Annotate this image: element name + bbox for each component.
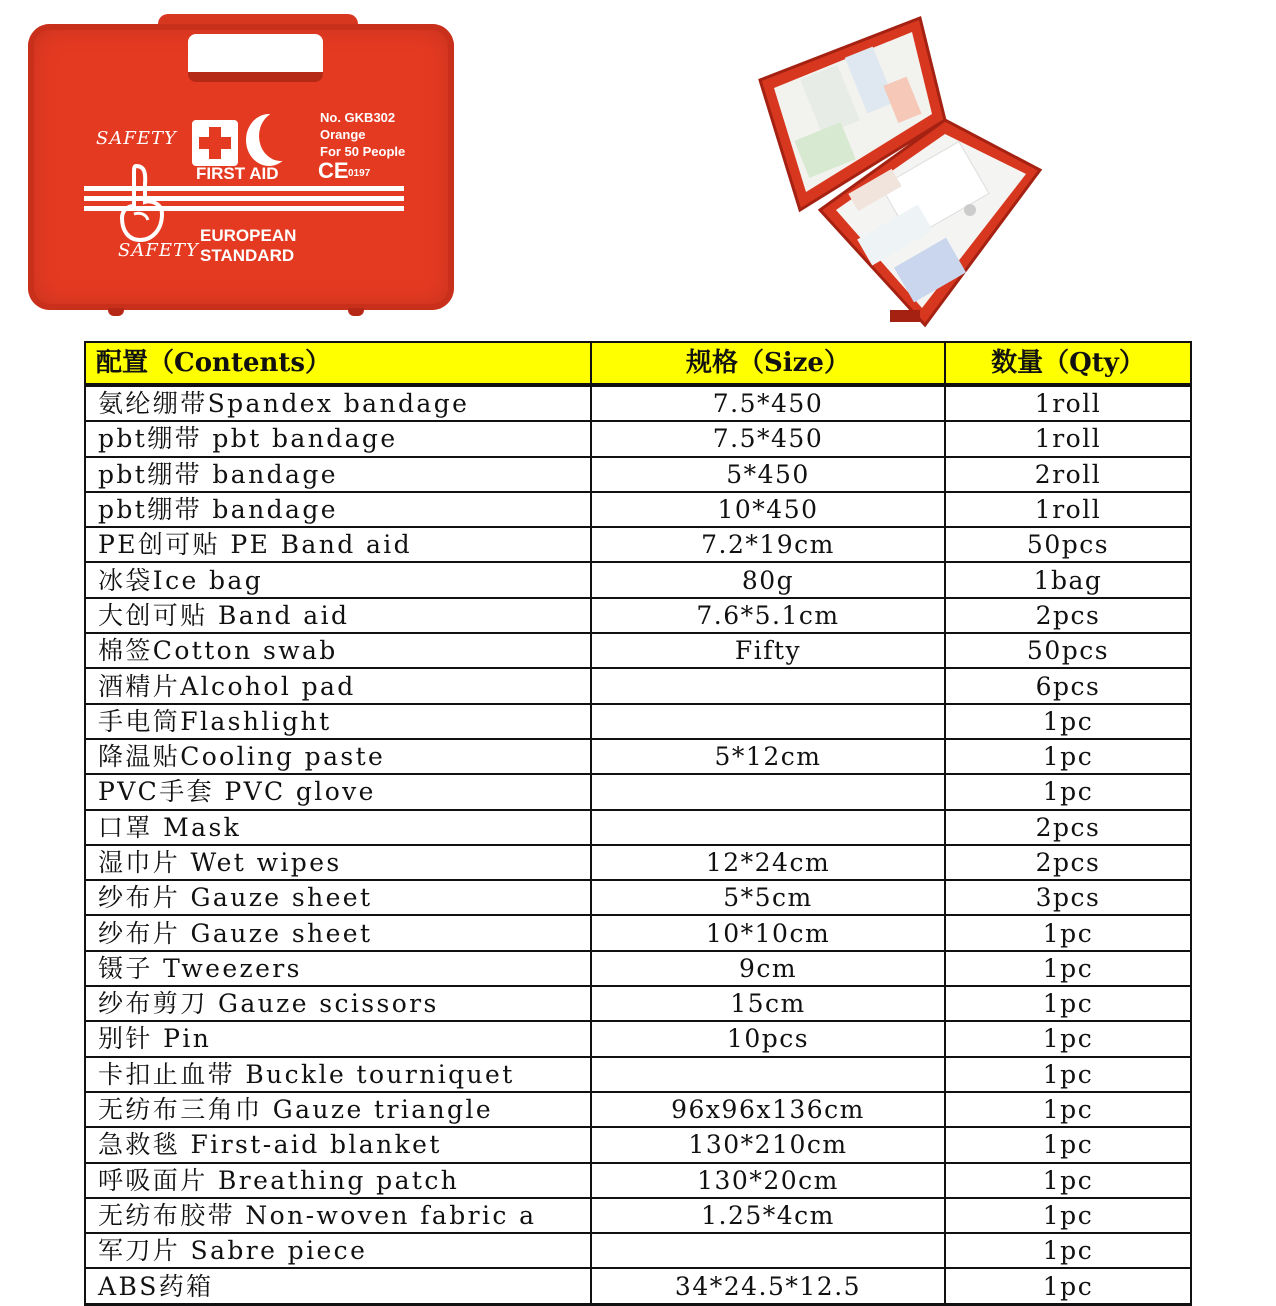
item-qty: 2pcs <box>945 598 1191 633</box>
item-name: 纱布片 Gauze sheet <box>85 915 591 950</box>
item-name: pbt绷带 pbt bandage <box>85 421 591 456</box>
item-name: pbt绷带 bandage <box>85 457 591 492</box>
item-size: 10*450 <box>591 492 945 527</box>
item-name: 棉签Cotton swab <box>85 633 591 668</box>
table-row <box>85 880 1191 915</box>
item-size: 130*210cm <box>591 1127 945 1162</box>
item-qty: 2pcs <box>945 810 1191 845</box>
item-qty: 1pc <box>945 1163 1191 1198</box>
item-qty: 6pcs <box>945 668 1191 703</box>
table-row <box>85 1127 1191 1162</box>
table-row <box>85 457 1191 492</box>
kit-handle-grip <box>188 34 323 82</box>
standard-line-1: EUROPEAN <box>200 226 297 245</box>
table-row <box>85 704 1191 739</box>
item-size: 10*10cm <box>591 915 945 950</box>
pointing-hand-icon <box>118 164 168 242</box>
item-qty: 1pc <box>945 951 1191 986</box>
table-row <box>85 951 1191 986</box>
model-number: No. GKB302 <box>320 110 396 125</box>
table-row <box>85 1198 1191 1233</box>
table-row <box>85 562 1191 597</box>
item-size <box>591 1057 945 1092</box>
kit-foot <box>108 308 124 316</box>
item-size <box>591 704 945 739</box>
table-row <box>85 1163 1191 1198</box>
table-row <box>85 527 1191 562</box>
item-qty: 2roll <box>945 457 1191 492</box>
item-size <box>591 1233 945 1268</box>
ce-mark: CE <box>318 158 349 183</box>
item-name: 酒精片Alcohol pad <box>85 668 591 703</box>
item-size: 15cm <box>591 986 945 1021</box>
item-size: 7.5*450 <box>591 421 945 456</box>
item-size <box>591 668 945 703</box>
table-header-row <box>85 342 1191 385</box>
item-qty: 1roll <box>945 421 1191 456</box>
item-qty: 1roll <box>945 492 1191 527</box>
table-row <box>85 739 1191 774</box>
table-row <box>85 1021 1191 1056</box>
item-size: 10pcs <box>591 1021 945 1056</box>
item-name: 镊子 Tweezers <box>85 951 591 986</box>
item-name: 急救毯 First-aid blanket <box>85 1127 591 1162</box>
item-qty: 1pc <box>945 1233 1191 1268</box>
table-row <box>85 810 1191 845</box>
item-name: 别针 Pin <box>85 1021 591 1056</box>
item-size: 80g <box>591 562 945 597</box>
table-row <box>85 986 1191 1021</box>
item-qty: 1pc <box>945 1092 1191 1127</box>
item-size: 5*5cm <box>591 880 945 915</box>
table-row <box>85 421 1191 456</box>
item-size: 9cm <box>591 951 945 986</box>
red-cross-icon <box>192 120 238 166</box>
open-kit-photo <box>740 10 1050 330</box>
item-qty: 1pc <box>945 774 1191 809</box>
table-row <box>85 915 1191 950</box>
item-name: 手电筒Flashlight <box>85 704 591 739</box>
item-size <box>591 810 945 845</box>
item-name: 口罩 Mask <box>85 810 591 845</box>
closed-kit-photo <box>28 14 454 314</box>
table-row <box>85 1233 1191 1268</box>
item-qty: 1pc <box>945 1021 1191 1056</box>
item-name: 纱布剪刀 Gauze scissors <box>85 986 591 1021</box>
table-row <box>85 385 1191 421</box>
table-row <box>85 492 1191 527</box>
item-name: pbt绷带 bandage <box>85 492 591 527</box>
table-row <box>85 598 1191 633</box>
item-size: 5*12cm <box>591 739 945 774</box>
item-name: 无纺布三角巾 Gauze triangle <box>85 1092 591 1127</box>
item-size: 96x96x136cm <box>591 1092 945 1127</box>
item-qty: 50pcs <box>945 527 1191 562</box>
item-qty: 1pc <box>945 704 1191 739</box>
item-name: 冰袋Ice bag <box>85 562 591 597</box>
table-row <box>85 774 1191 809</box>
item-qty: 1pc <box>945 986 1191 1021</box>
ce-code: 0197 <box>348 168 371 179</box>
item-name: 呼吸面片 Breathing patch <box>85 1163 591 1198</box>
table-row <box>85 845 1191 880</box>
kit-foot <box>348 308 364 316</box>
item-size: 34*24.5*12.5 <box>591 1268 945 1304</box>
kit-color: Orange <box>320 127 366 142</box>
header-size: 规格（Size） <box>591 342 945 385</box>
item-name: PE创可贴 PE Band aid <box>85 527 591 562</box>
item-size: 7.6*5.1cm <box>591 598 945 633</box>
stripe <box>84 186 404 191</box>
stripe <box>84 196 404 201</box>
table-row <box>85 1092 1191 1127</box>
item-qty: 1pc <box>945 1268 1191 1304</box>
table-row <box>85 633 1191 668</box>
item-qty: 1bag <box>945 562 1191 597</box>
header-contents: 配置（Contents） <box>85 342 591 385</box>
item-name: 军刀片 Sabre piece <box>85 1233 591 1268</box>
contents-table <box>84 341 1192 1306</box>
item-size: Fifty <box>591 633 945 668</box>
item-size: 7.2*19cm <box>591 527 945 562</box>
item-qty: 1pc <box>945 1127 1191 1162</box>
table-row <box>85 1268 1191 1304</box>
table-row <box>85 1057 1191 1092</box>
safety-text-bottom: SAFETY <box>118 240 199 261</box>
kit-capacity: For 50 People <box>320 144 406 159</box>
item-name: ABS药箱 <box>85 1268 591 1304</box>
item-name: 无纺布胶带 Non-woven fabric a <box>85 1198 591 1233</box>
item-qty: 1pc <box>945 915 1191 950</box>
item-qty: 1pc <box>945 1198 1191 1233</box>
item-name: 卡扣止血带 Buckle tourniquet <box>85 1057 591 1092</box>
item-qty: 2pcs <box>945 845 1191 880</box>
item-size: 12*24cm <box>591 845 945 880</box>
item-qty: 50pcs <box>945 633 1191 668</box>
item-name: PVC手套 PVC glove <box>85 774 591 809</box>
item-name: 湿巾片 Wet wipes <box>85 845 591 880</box>
item-qty: 3pcs <box>945 880 1191 915</box>
item-size: 7.5*450 <box>591 385 945 421</box>
first-aid-label: FIRST AID <box>196 164 279 183</box>
item-size <box>591 774 945 809</box>
safety-text-top: SAFETY <box>96 128 177 149</box>
standard-line-2: STANDARD <box>200 246 295 265</box>
item-qty: 1pc <box>945 1057 1191 1092</box>
stripe <box>84 206 404 211</box>
item-size: 5*450 <box>591 457 945 492</box>
table-row <box>85 668 1191 703</box>
header-qty: 数量（Qty） <box>945 342 1191 385</box>
item-size: 1.25*4cm <box>591 1198 945 1233</box>
item-qty: 1pc <box>945 739 1191 774</box>
item-name: 氨纶绷带Spandex bandage <box>85 385 591 421</box>
item-name: 纱布片 Gauze sheet <box>85 880 591 915</box>
item-qty: 1roll <box>945 385 1191 421</box>
item-size: 130*20cm <box>591 1163 945 1198</box>
item-name: 降温贴Cooling paste <box>85 739 591 774</box>
item-name: 大创可贴 Band aid <box>85 598 591 633</box>
